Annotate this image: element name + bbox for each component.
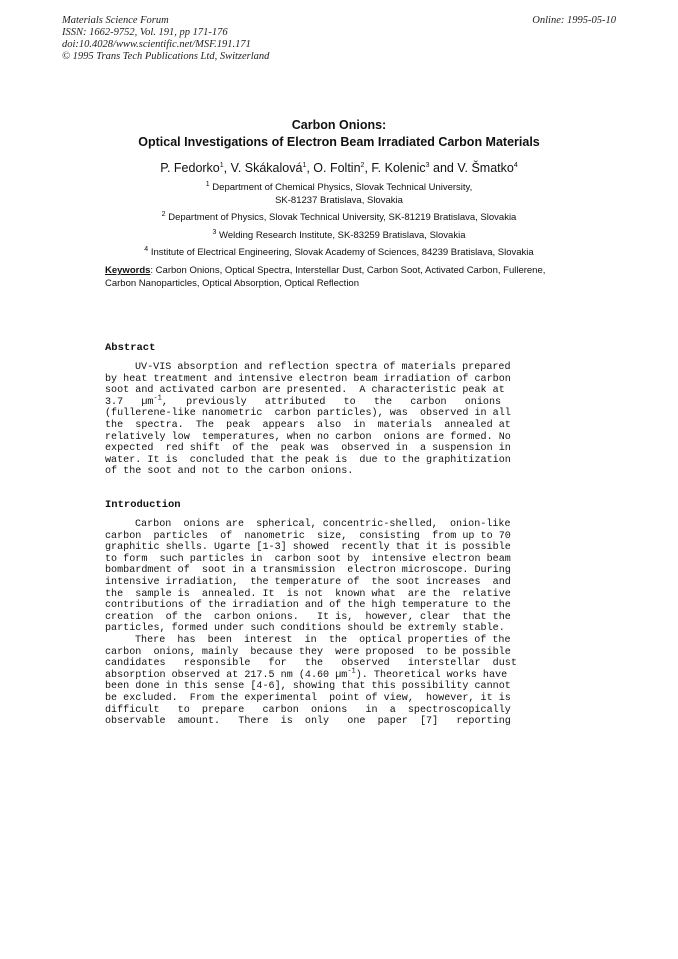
issn-line: ISSN: 1662-9752, Vol. 191, pp 171-176 [62, 27, 228, 38]
introduction-line: There has been interest in the optical properties of the [135, 634, 511, 646]
online-date: Online: 1995-05-10 [532, 15, 616, 26]
affiliation-3 [62, 230, 616, 243]
introduction-line: be excluded. From the experimental point of view, however, it is [105, 692, 511, 704]
abstract-heading: Abstract [105, 342, 156, 354]
introduction-heading: Introduction [105, 499, 181, 511]
abstract-line: of the soot and not to the carbon onions. [105, 466, 354, 478]
abstract-line: relatively low temperatures, when no carbon onions are formed. No [105, 431, 511, 443]
author-separator: , [364, 161, 372, 175]
author-name: P. Fedorko [160, 161, 220, 175]
abstract-line: water. It is concluded that the peak is due to the graphitization [105, 454, 511, 466]
affiliation-text: Department of Chemical Physics, Slovak Technical University, [212, 182, 473, 193]
introduction-body [105, 519, 555, 728]
affiliation-mark: 1 [205, 180, 210, 188]
introduction-line: bombardment of soot in a transmission electron microscope. During [105, 565, 511, 577]
author-affiliation-mark: 3 [425, 161, 430, 169]
introduction-line: to form such particles in carbon soot by intensive electron beam [105, 553, 511, 565]
affiliation-text: Department of Physics, Slovak Technical University, SK-81219 Bratislava, Slovakia [168, 212, 517, 223]
introduction-line: candidates responsible for the observed interstellar dust [105, 658, 517, 670]
keywords [105, 265, 565, 290]
introduction-line: graphitic shells. Ugarte [1-3] showed recently that it is possible [105, 542, 511, 554]
affiliation-1 [62, 182, 616, 207]
author-affiliation-mark: 4 [513, 161, 518, 169]
affiliation-text: Welding Research Institute, SK-83259 Bratislava, Slovakia [219, 229, 466, 241]
abstract-line: 3.7 µm$^{-1}$, previously attributed to the carbon onions [105, 394, 502, 408]
affiliation-text: Institute of Electrical Engineering, Slovak Academy of Sciences, 84239 Bratislava, Slovakia [150, 247, 534, 258]
introduction-line: intensive irradiation, the temperature of the soot increases and [105, 576, 511, 588]
introduction-line: Carbon onions are spherical, concentric-shelled, onion-like [135, 519, 511, 530]
author-name: F. Kolenic [371, 161, 426, 175]
author-affiliation-mark: 1 [302, 161, 307, 169]
author-conjunction: and [429, 161, 458, 175]
author-separator: , [306, 161, 314, 175]
author-separator: , [223, 161, 231, 175]
abstract-line: by heat treatment and intensive electron beam irradiation of carbon [105, 373, 511, 385]
copyright-line: © 1995 Trans Tech Publications Ltd, Switzerland [62, 51, 270, 62]
introduction-line: difficult to prepare carbon onions in a spectroscopically [105, 704, 511, 716]
author-name: V. Šmatko [457, 161, 514, 175]
keywords-text: : Carbon Onions, Optical Spectra, Interstellar Dust, Carbon Soot, Activated Carbon, Fullerene, Carbon Nanoparticles, Optical Absorption, Optical Reflection [105, 265, 546, 289]
author-affiliation-mark: 2 [360, 161, 365, 169]
abstract-line: expected red shift of the peak was observed in a suspension in [105, 443, 511, 455]
affiliation-mark: 3 [212, 228, 217, 236]
affiliation-2 [62, 212, 616, 225]
abstract-line: the spectra. The peak appears also in materials annealed at [105, 419, 511, 431]
author-name: O. Foltin [313, 161, 361, 175]
introduction-line: been done in this sense [4-6], showing that this possibility cannot [105, 681, 511, 693]
keywords-label: Keywords [105, 265, 151, 276]
paper-title-line-2: Optical Investigations of Electron Beam Irradiated Carbon Materials [138, 135, 540, 149]
introduction-line: the sample is annealed. It is not known what are the relative [105, 588, 511, 600]
affiliation-text-cont: SK-81237 Bratislava, Slovakia [275, 194, 403, 206]
journal-metadata [62, 15, 269, 63]
introduction-line: creation of the carbon onions. It is, however, clear that the [105, 611, 511, 623]
affiliation-mark: 4 [144, 245, 149, 253]
author-list [62, 160, 616, 176]
introduction-line: particles, formed under such conditions should be extremly stable. [105, 623, 505, 635]
paper-title-line-1: Carbon Onions: [291, 118, 387, 132]
introduction-line: carbon particles of nanometric size, consisting from up to 70 [105, 530, 511, 542]
abstract-line: soot and activated carbon are presented. A characteristic peak at [105, 385, 505, 397]
abstract-body [105, 362, 555, 478]
journal-name: Materials Science Forum [62, 15, 169, 26]
author-affiliation-mark: 1 [219, 161, 224, 169]
introduction-line: carbon onions, mainly because they were proposed to be possible [105, 646, 511, 658]
affiliation-4 [62, 247, 616, 260]
title-block [62, 117, 616, 260]
introduction-line: observable amount. There is only one paper [7] reporting [105, 716, 511, 728]
introduction-line: contributions of the irradiation and of the high temperature to the [105, 600, 511, 612]
abstract-line: UV-VIS absorption and reflection spectra of materials prepared [135, 362, 511, 373]
doi-line: doi:10.4028/www.scientific.net/MSF.191.171 [62, 39, 251, 50]
affiliation-mark: 2 [161, 210, 166, 218]
introduction-line: absorption observed at 217.5 nm (4.60 µm$^{-1}$). Theoretical works have [105, 667, 508, 681]
abstract-line: (fullerene-like nanometric carbon particles), was observed in all [105, 408, 511, 420]
author-name: V. Skákalová [230, 161, 303, 175]
